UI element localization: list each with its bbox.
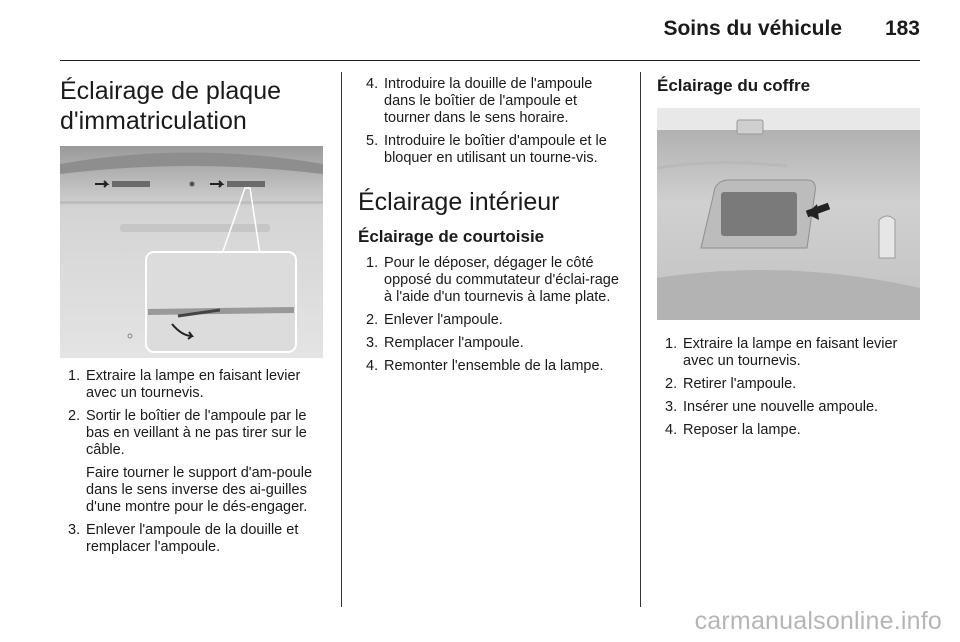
column-trunk-lighting [657,76,923,445]
section-heading-interior: Éclairage intérieur [358,188,560,216]
column-divider [341,72,342,607]
list-item: 1. Pour le déposer, dégager le côté opposé du commutateur d'éclai-rage à l'aide d'un tournevis à lame plate. [366,255,619,305]
list-item: 4. Reposer la lampe. [665,422,801,438]
watermark: carmanualsonline.info [694,607,942,635]
list-item: 3. Remplacer l'ampoule. [366,335,524,351]
trunk-light-steps [657,336,923,439]
license-plate-steps-continued [358,76,624,167]
trunk-lamp-illustration [657,108,920,320]
list-item: 3. Enlever l'ampoule de la douille et remplacer l'ampoule. [68,522,299,555]
page-header-title: Soins du véhicule [663,17,842,40]
list-item: 1. Extraire la lampe en faisant levier avec un tournevis. [665,336,898,369]
list-item: 5. Introduire le boîtier d'ampoule et le bloquer en utilisant un tourne-vis. [366,133,607,166]
list-item: 4. Introduire la douille de l'ampoule dans le boîtier de l'ampoule et tourner dans le sens horaire. [366,76,593,126]
column-divider [640,72,641,607]
subheading-trunk-light: Éclairage du coffre [657,76,811,95]
header-rule [60,60,920,61]
list-item: 2. Retirer l'ampoule. [665,376,797,392]
list-item: 2. Enlever l'ampoule. [366,312,503,328]
courtesy-light-steps [358,255,624,375]
column-license-plate-lighting [60,76,326,562]
subheading-courtesy-light: Éclairage de courtoisie [358,227,545,246]
page-number: 183 [884,17,920,40]
column-interior-lighting [358,76,624,381]
list-item: 4. Remonter l'ensemble de la lampe. [366,358,604,374]
license-plate-lamp-illustration [60,146,323,358]
list-item: 1. Extraire la lampe en faisant levier avec un tournevis. [68,368,301,401]
section-heading-license-plate: Éclairage de plaque d'immatriculation [60,77,281,135]
list-item: 3. Insérer une nouvelle ampoule. [665,399,879,415]
license-plate-steps [60,368,326,556]
list-item: 2. Sortir le boîtier de l'ampoule par le bas en veillant à ne pas tirer sur le câble. Faire tourner le support d'am-poule dans le sens inverse des ai-guilles d'une montre pour le dés-engager. [60,408,326,516]
step-note: Faire tourner le support d'am-poule dans le sens inverse des ai-guilles d'une montre pour le dés-engager. [86,465,313,515]
